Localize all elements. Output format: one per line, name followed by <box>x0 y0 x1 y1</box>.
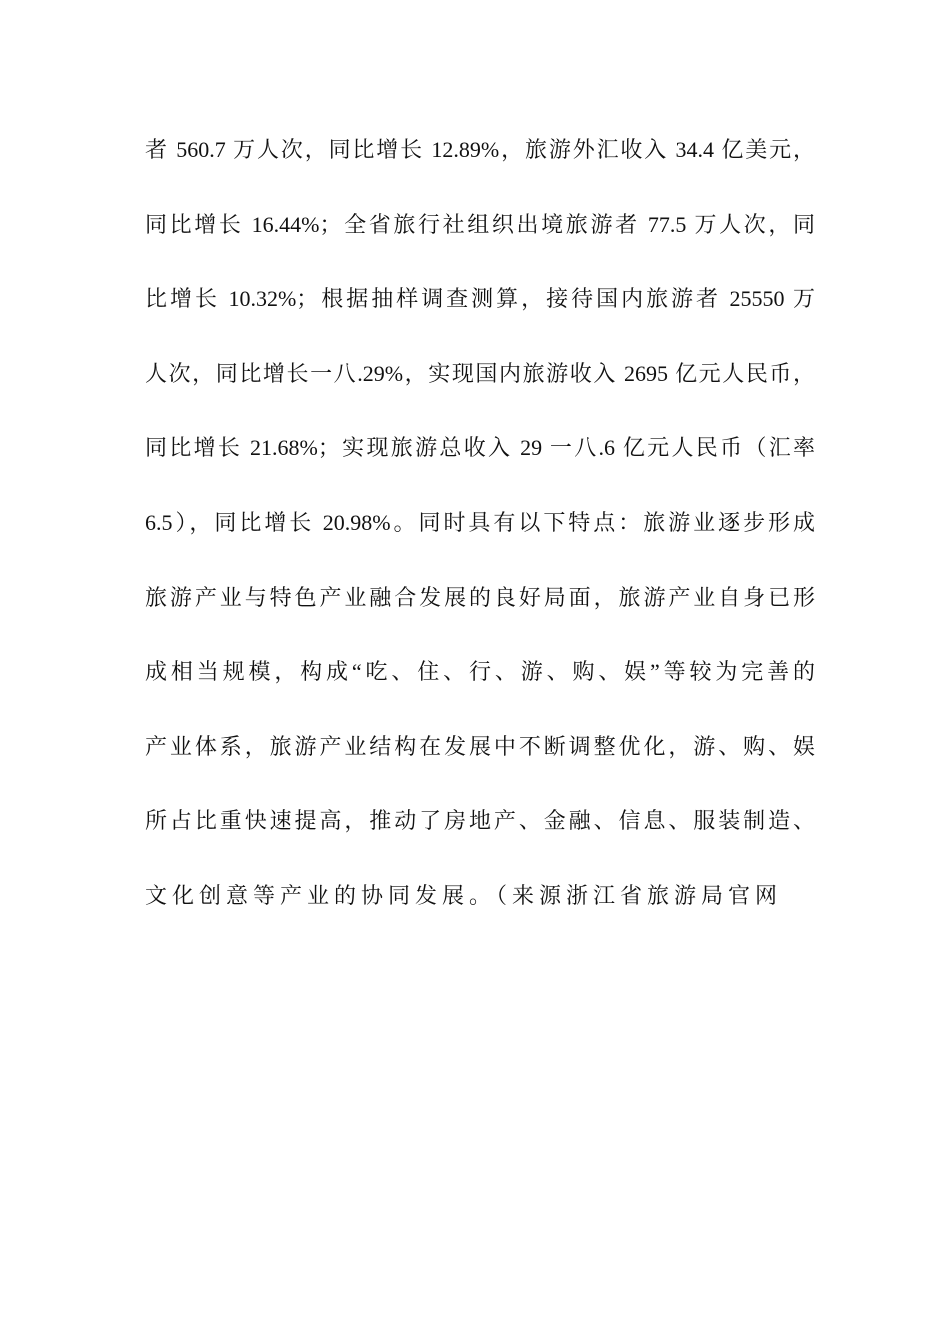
text-line: 同比增长 16.44%；全省旅行社组织出境旅游者 77.5 万人次，同 <box>145 211 815 237</box>
text-line: 产业体系，旅游产业结构在发展中不断调整优化，游、购、娱 <box>145 733 815 759</box>
text-line: 所占比重快速提高，推动了房地产、金融、信息、服装制造、 <box>145 808 815 834</box>
text-line: 成相当规模，构成“吃、住、行、游、购、娱”等较为完善的 <box>145 659 815 685</box>
text-line: 比增长 10.32%；根据抽样调查测算，接待国内旅游者 25550 万 <box>145 286 815 312</box>
text-line: 人次，同比增长一八.29%，实现国内旅游收入 2695 亿元人民币， <box>145 360 815 386</box>
text-line: 同比增长 21.68%；实现旅游总收入 29 一八.6 亿元人民币（汇率 <box>145 435 815 461</box>
text-line: 文化创意等产业的协同发展。（来源浙江省旅游局官网 <box>145 882 783 908</box>
body-paragraph <box>145 128 815 949</box>
text-line: 6.5），同比增长 20.98%。同时具有以下特点：旅游业逐步形成 <box>145 509 815 535</box>
text-line: 者 560.7 万人次，同比增长 12.89%，旅游外汇收入 34.4 亿美元， <box>145 137 815 162</box>
text-line: 旅游产业与特色产业融合发展的良好局面，旅游产业自身已形 <box>145 584 815 610</box>
